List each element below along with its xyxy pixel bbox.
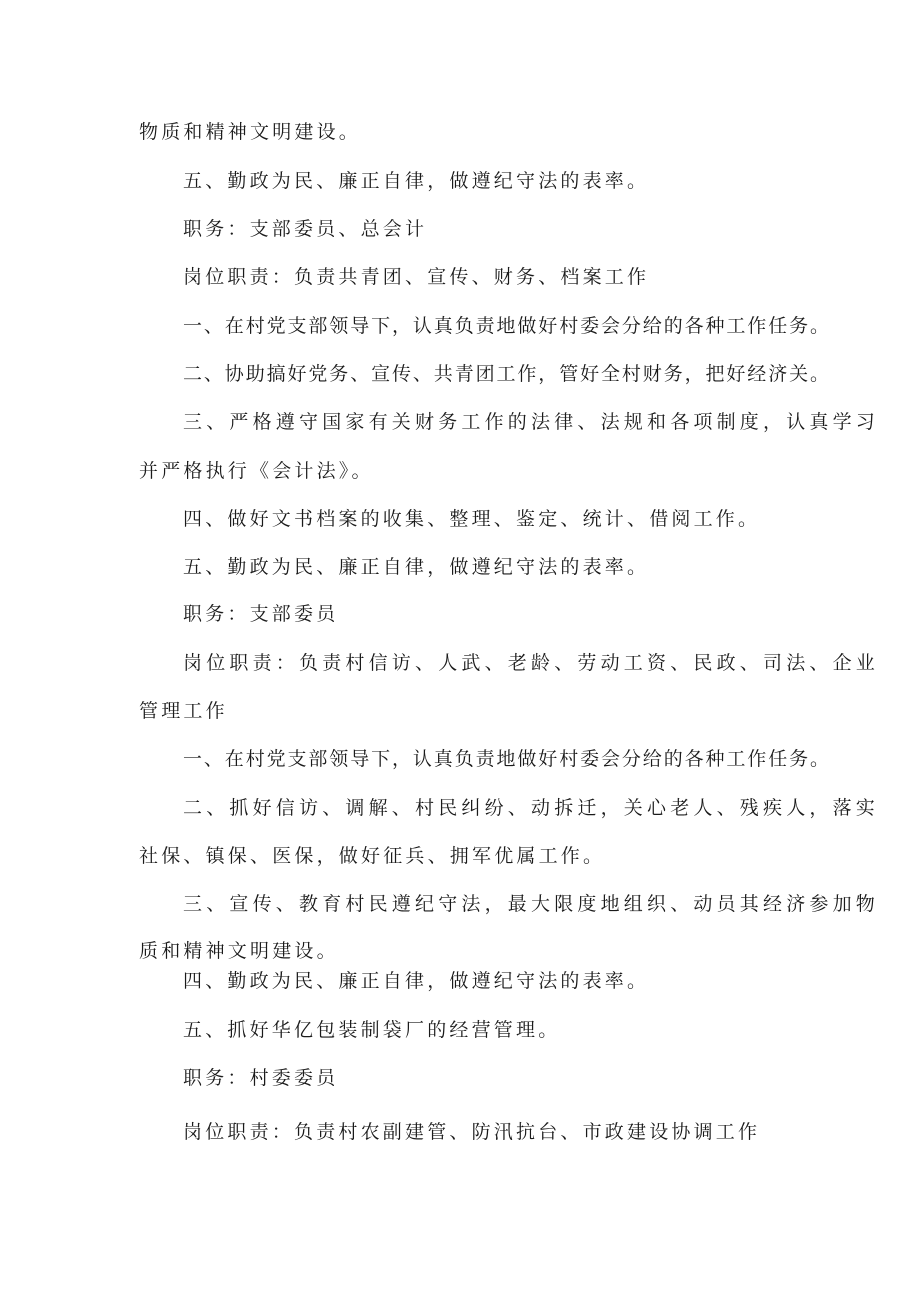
job-title-line: 职务：支部委员、总会计: [183, 218, 428, 240]
text-line: 三、严格遵守国家有关财务工作的法律、法规和各项制度，认真学习: [183, 411, 880, 433]
text-line: 管理工作: [139, 700, 228, 722]
text-line: 一、在村党支部领导下，认真负责地做好村委会分给的各种工作任务。: [183, 315, 831, 337]
text-line: 三、宣传、教育村民遵纪守法，最大限度地组织、动员其经济参加物: [183, 893, 880, 915]
text-line: 一、在村党支部领导下，认真负责地做好村委会分给的各种工作任务。: [183, 748, 831, 770]
text-line: 二、协助搞好党务、宣传、共青团工作，管好全村财务，把好经济关。: [183, 363, 831, 385]
text-line: 四、勤政为民、廉正自律，做遵纪守法的表率。: [183, 970, 650, 992]
duty-heading-line: 岗位职责：负责村农副建管、防汛抗台、市政建设协调工作: [183, 1121, 761, 1143]
text-line: 四、做好文书档案的收集、整理、鉴定、统计、借阅工作。: [183, 508, 761, 530]
duty-heading-line: 岗位职责：负责村信访、人武、老龄、劳动工资、民政、司法、企业: [183, 652, 880, 674]
duty-heading-line: 岗位职责：负责共青团、宣传、财务、档案工作: [183, 266, 650, 288]
job-title-line: 职务：支部委员: [183, 603, 339, 625]
text-line: 五、抓好华亿包装制袋厂的经营管理。: [183, 1019, 561, 1041]
text-line: 五、勤政为民、廉正自律，做遵纪守法的表率。: [183, 556, 650, 578]
text-line: 社保、镇保、医保，做好征兵、拥军优属工作。: [139, 845, 606, 867]
text-line: 并严格执行《会计法》。: [139, 460, 374, 482]
job-title-line: 职务：村委委员: [183, 1067, 339, 1089]
text-line: 五、勤政为民、廉正自律，做遵纪守法的表率。: [183, 170, 650, 192]
text-line: 质和精神文明建设。: [139, 940, 339, 962]
text-line: 物质和精神文明建设。: [139, 121, 362, 143]
text-line: 二、抓好信访、调解、村民纠纷、动拆迁，关心老人、残疾人，落实: [183, 797, 880, 819]
